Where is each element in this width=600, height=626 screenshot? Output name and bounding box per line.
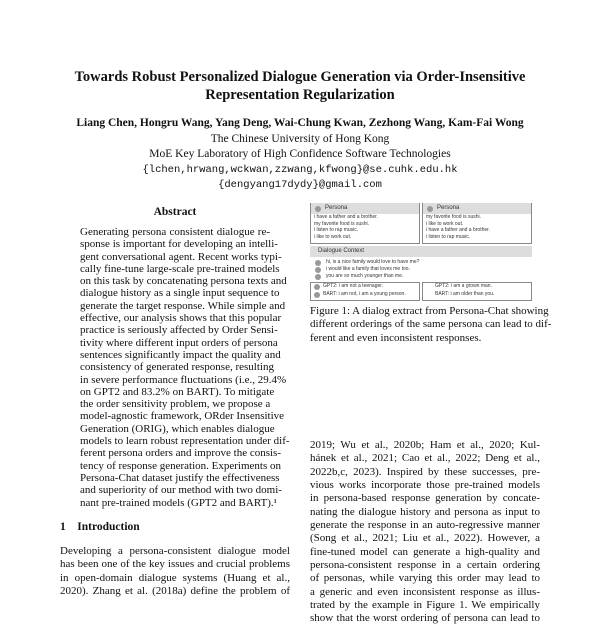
email: {dengyang17dydy}@gmail.com xyxy=(218,179,382,191)
text-line: generate the response in an auto-regressive manner xyxy=(310,519,540,532)
dialogue-context: Dialogue Context hi, is a nice family would love to have me? i would like a family that loves me too. you are so much younger than me. xyxy=(310,246,532,280)
text-line: 2022b,c, 2023). Inspired by these successes, pre- xyxy=(310,465,540,478)
text-line: 2019; Wu et al., 2020b; Ham et al., 2020; Kul- xyxy=(310,439,540,451)
persona-box-2: Persona my favorite food is sushi. i like to work out. i have a father and a brother. i listen to rap music. xyxy=(422,203,532,244)
text-line: consistency of generated response, resulting xyxy=(80,361,274,374)
response-box-2 xyxy=(422,282,532,301)
text-line: on GPT2 and 83.2% on BART). To mitigate xyxy=(80,385,275,398)
user-icon xyxy=(315,274,321,280)
model-response: BART: i am not, i am a young person. xyxy=(323,291,419,299)
email: {lchen,hrwang,wckwan,zzwang,kfwong}@se.cuhk.edu.hk xyxy=(142,163,458,176)
abstract-heading: Abstract xyxy=(153,206,197,218)
dialogue-turn: hi, is a nice family would love to have me? xyxy=(310,259,532,266)
section-heading: 1 Introduction xyxy=(60,521,140,533)
model-response: GPT2: i am a grown man. xyxy=(435,283,492,289)
text-line: cally fine-tune large-scale pre-trained models xyxy=(80,262,280,275)
text-line: of personas, while varying this order may lead to xyxy=(310,572,540,585)
text-line: ferent and even inconsistent responses. xyxy=(310,331,482,344)
model-response: BART: i am older than you. xyxy=(435,290,495,297)
persona-sentence: my favorite food is sushi. xyxy=(426,214,482,220)
affiliation: The Chinese University of Hong Kong xyxy=(210,132,390,145)
robot-icon xyxy=(315,206,321,212)
text-line: trated by the example in Figure 1. We empirically xyxy=(310,599,540,612)
author-names: Liang Chen, Hongru Wang, Yang Deng, Wai-Chung Kwan, Zezhong Wang, Kam-Fai Wong xyxy=(76,117,524,129)
text-line: practice is seriously affected by Order Sensi- xyxy=(80,324,278,337)
persona-sentence: i have a father and a brother. xyxy=(426,227,490,233)
user-icon xyxy=(315,260,321,266)
robot-icon xyxy=(314,284,320,290)
persona-sentence: i listen to rap music. xyxy=(314,227,359,233)
text-line: Developing a persona-consistent dialogue model xyxy=(60,545,290,557)
abstract-body xyxy=(80,226,290,509)
text-line: Generation (ORIG), which enables dialogue xyxy=(80,422,275,435)
text-line: ferent persona orders and improve the consis- xyxy=(80,447,281,460)
response-box-1 xyxy=(310,282,420,301)
affiliation: MoE Key Laboratory of High Confidence Software Technologies xyxy=(149,148,451,160)
text-line: sponse is important for developing an intelli- xyxy=(80,238,278,251)
author-block xyxy=(40,116,560,194)
text-line: nant pre-trained models (GPT2 and BART).¹ xyxy=(80,496,277,509)
text-line: and superiority of our method with two domi- xyxy=(80,484,282,497)
paper-title: Towards Robust Personalized Dialogue Generation via Order-Insensitive Representation Regularization xyxy=(74,69,526,103)
persona-sentence: my favorite food is sushi. xyxy=(314,220,370,227)
text-line: different orderings of the same persona can lead to dif- xyxy=(310,318,552,331)
text-line: on this task by concatenating persona texts and xyxy=(80,275,287,288)
robot-icon xyxy=(314,292,320,298)
figure-caption xyxy=(310,305,552,345)
text-line: in severe performance fluctuations (i.e., 29.4% xyxy=(80,373,287,386)
text-line: models to learn robust representation under dif- xyxy=(80,435,290,448)
text-line: has been one of the key issues and crucial problems xyxy=(60,558,290,571)
text-line: a generic and even inconsistent response as illus- xyxy=(310,585,540,598)
text-line: the order sensitivity problem, we propose a xyxy=(80,398,271,411)
persona-sentence: i like to work out. xyxy=(314,233,352,240)
text-line: sentences significantly impact the quality and xyxy=(80,348,281,361)
text-line: Figure 1: A dialog extract from Persona-Chat showing xyxy=(310,305,549,317)
text-line: vious works incorporate those pre-trained models xyxy=(310,479,540,492)
text-line: tency of response generation. Experiments on xyxy=(80,459,281,472)
text-line: model-agnostic framework, ORder Insensitive xyxy=(80,410,285,423)
right-column-body xyxy=(310,439,540,626)
robot-icon xyxy=(427,206,433,212)
robot-icon xyxy=(315,267,321,273)
text-line: Generating persona consistent dialogue re- xyxy=(80,226,270,238)
text-line: in open-domain dialogue systems (Huang et al., xyxy=(60,571,290,584)
model-response: GPT2: i am not a teenager. xyxy=(323,283,419,291)
figure-1 xyxy=(310,203,532,301)
text-line: effective, our analysis shows that this popular xyxy=(80,312,282,325)
text-line: Persona-Chat dataset justify the effectiveness xyxy=(80,471,280,484)
dialogue-turn: i would like a family that loves me too. xyxy=(310,266,532,273)
text-line: gent conversational agent. Recent works typi- xyxy=(80,250,282,263)
persona-sentence: i have a father and a brother. xyxy=(314,214,378,220)
text-line: 2020). Zhang et al. (2018a) define the problem of xyxy=(60,585,290,598)
text-line: fine-tuned model can generate a high-quality and xyxy=(310,545,540,558)
dialogue-turn: you are so much younger than me. xyxy=(310,273,532,280)
text-line: (Song et al., 2021; Liu et al., 2022). However, a xyxy=(310,532,540,545)
text-line: show that the worst ordering of persona can lead to xyxy=(310,612,540,625)
text-line: nating the dialogue history and persona as input to xyxy=(310,505,540,518)
intro-body xyxy=(60,545,290,598)
text-line: tivity where different input orders of persona xyxy=(80,336,278,349)
text-line: generate the target response. While simple and xyxy=(80,299,286,312)
text-line: persona-consistent response in a certain ordering xyxy=(310,559,540,572)
text-line: in persona-based response generation by concate- xyxy=(310,492,540,505)
persona-sentence: i listen to rap music. xyxy=(426,233,471,240)
persona-sentence: i like to work out. xyxy=(426,220,464,227)
text-line: dialogue history as a single input sequence to xyxy=(80,287,280,300)
text-line: hánek et al., 2021; Cao et al., 2022; Deng et al., xyxy=(310,452,540,465)
persona-box-1: Persona i have a father and a brother. my favorite food is sushi. i listen to rap music. i like to work out. xyxy=(310,203,420,244)
